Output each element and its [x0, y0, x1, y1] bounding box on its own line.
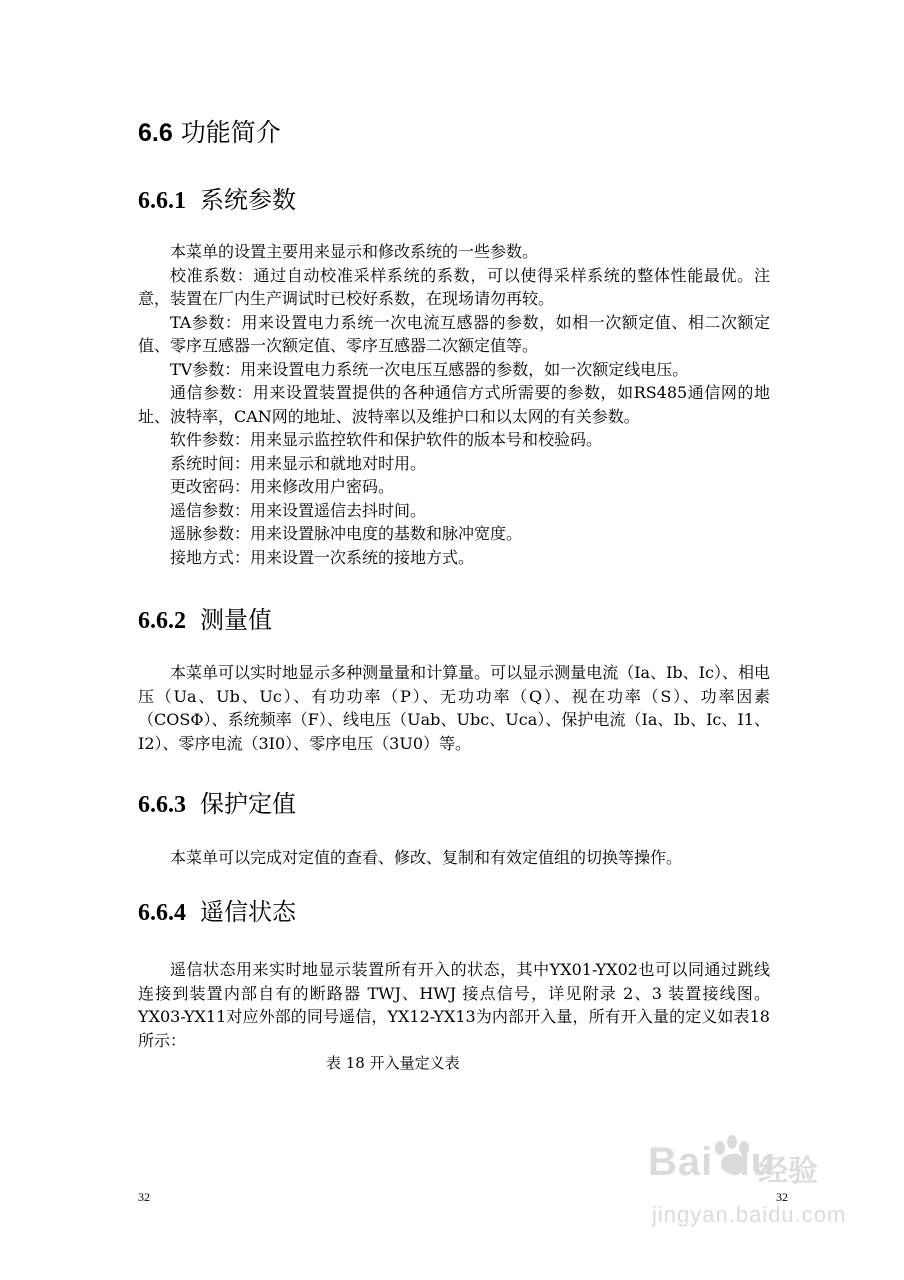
paragraph: 通信参数：用来设置装置提供的各种通信方式所需要的参数，如RS485通信网的地址、波特率，CAN网的地址、波特率以及维护口和以太网的有关参数。: [138, 383, 770, 426]
page-number-right: 32: [776, 1190, 788, 1204]
paw-icon: [710, 1130, 754, 1190]
watermark-logo: Bai du: [648, 1140, 777, 1184]
paragraph: TV参数：用来设置电力系统一次电压互感器的参数，如一次额定线电压。: [170, 359, 689, 379]
paragraph: 软件参数：用来显示监控软件和保护软件的版本号和校验码。: [170, 430, 603, 449]
paragraph: 更改密码：用来修改用户密码。: [170, 477, 395, 496]
table-caption: 表 18 开入量定义表: [326, 1054, 460, 1072]
subsection-body-6-6-1: [138, 240, 770, 569]
paragraph: 校准系数：通过自动校准采样系统的系数，可以使得采样系统的整体性能最优。注意，装置在厂内生产调试时已校好系数，在现场请勿再较。: [138, 265, 770, 308]
paragraph: 遥信状态用来实时地显示装置所有开入的状态，其中YX01-YX02也可以同通过跳线连接到装置内部自有的断路器 TWJ、HWJ 接点信号，详见附录 2、3 装置接线图。YX03-YX11对应外部的同号遥信，YX12-YX13为内部开入量，所有开入量的定义如表18所示：: [138, 960, 770, 1050]
subsection-body-6-6-4: [138, 958, 770, 1052]
paragraph: TA参数：用来设置电力系统一次电流互感器的参数，如相一次额定值、相二次额定值、零序互感器一次额定值、零序互感器二次额定值等。: [138, 312, 770, 355]
section-title: 功能简介: [180, 118, 281, 147]
paragraph: 接地方式：用来设置一次系统的接地方式。: [170, 547, 475, 567]
section-heading: [138, 116, 281, 150]
watermark-url: jingyan.baidu.com: [652, 1202, 847, 1227]
paragraph: 本菜单可以完成对定值的查看、修改、复制和有效定值组的切换等操作。: [170, 848, 683, 867]
subsection-heading-6-6-4: 6.6.4 遥信状态: [138, 898, 296, 926]
paragraph: 遥脉参数：用来设置脉冲电度的基数和脉冲宽度。: [170, 524, 523, 543]
paragraph: 本菜单可以实时地显示多种测量量和计算量。可以显示测量电流（Ia、Ib、Ic）、相电压（Ua、Ub、Uc）、有功功率（P）、无功功率（Q）、视在功率（S）、功率因素（COSΦ）、系统频率（F）、线电压（Uab、Ubc、Uca）、保护电流（Ia、Ib、Ic、I1、I2）、零序电流（3I0）、零序电压（3U0）等。: [138, 663, 770, 753]
page-number-left: 32: [138, 1190, 150, 1204]
section-number: 6.6: [138, 119, 173, 147]
paragraph: 遥信参数：用来设置遥信去抖时间。: [170, 500, 427, 520]
subsection-heading-6-6-1: 6.6.1 系统参数: [138, 186, 296, 214]
subsection-heading-6-6-2: 6.6.2 测量值: [138, 606, 272, 634]
paragraph: 本菜单的设置主要用来显示和修改系统的一些参数。: [170, 242, 539, 261]
subsection-body-6-6-3: [138, 846, 770, 870]
watermark-brand: 经验: [758, 1154, 818, 1189]
baidu-jingyan-watermark: [648, 1140, 888, 1260]
paragraph: 系统时间：用来显示和就地对时用。: [170, 453, 427, 473]
subsection-heading-6-6-3: 6.6.3 保护定值: [138, 790, 296, 818]
subsection-body-6-6-2: [138, 661, 770, 755]
paw-icon-svg: [710, 1130, 754, 1180]
